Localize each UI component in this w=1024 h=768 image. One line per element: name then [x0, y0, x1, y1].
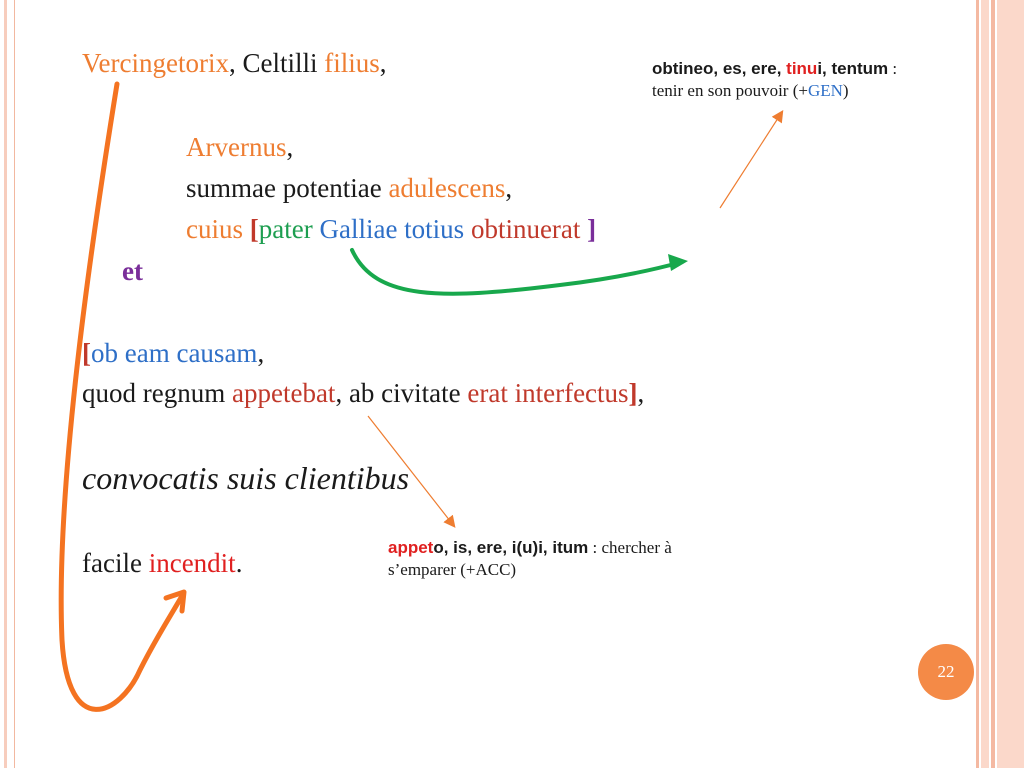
close-bracket: ] [628, 378, 638, 408]
page-number: 22 [937, 662, 955, 681]
text-line-6 [82, 338, 264, 369]
close-bracket: ] [580, 214, 597, 244]
text-fragment: , Celtilli [228, 48, 325, 78]
note-line-2: tenir en son pouvoir (+GEN) [652, 81, 849, 100]
words-erat-interfectus: erat interfectus [467, 378, 629, 408]
text-line-2 [186, 132, 293, 163]
note-line-1: obtineo, es, ere, tinui, tentum : [652, 59, 898, 78]
text-line-5 [122, 256, 143, 287]
obtinuerat-arrow [720, 112, 782, 208]
word-incendit: incendit [148, 548, 236, 578]
word-pater: pater [258, 214, 313, 244]
text-fragment: summae potentiae [186, 173, 389, 203]
word-adulescens: adulescens [388, 173, 506, 203]
page-number-badge [918, 644, 974, 700]
words-galliae-totius: Galliae totius [312, 214, 471, 244]
text-line-3 [186, 173, 512, 204]
word-filius: filius [324, 48, 380, 78]
open-bracket: [ [249, 214, 259, 244]
vocab-note-obtineo [652, 58, 897, 102]
punctuation: , [505, 173, 513, 203]
punctuation: , [286, 132, 294, 162]
ablative-absolute-phrase: convocatis suis clientibus [82, 460, 410, 496]
punctuation: , [637, 378, 645, 408]
open-bracket: [ [82, 338, 91, 368]
text-fragment: quod regnum [82, 378, 232, 408]
word-cuius: cuius [186, 214, 250, 244]
word-arvernus: Arvernus [186, 132, 287, 162]
word-et: et [122, 256, 143, 286]
word-vercingetorix: Vercingetorix [82, 48, 229, 78]
text-line-8 [82, 460, 409, 497]
note-line-1: appeto, is, ere, i(u)i, itum : chercher à [388, 538, 672, 557]
pater-arrow [352, 250, 682, 294]
text-line-1 [82, 48, 386, 79]
note-line-2: s’emparer (+ACC) [388, 560, 517, 579]
word-appetebat: appetebat [231, 378, 336, 408]
punctuation: , [379, 48, 387, 78]
text-fragment: facile [82, 548, 149, 578]
text-line-9 [82, 548, 242, 579]
word-obtinuerat: obtinuerat [470, 214, 581, 244]
words-ob-eam-causam: ob eam causam [91, 338, 258, 368]
text-line-4 [186, 214, 596, 245]
vocab-note-appeto [388, 537, 672, 581]
text-fragment: , ab civitate [335, 378, 468, 408]
punctuation: . [235, 548, 243, 578]
text-line-7 [82, 378, 644, 409]
punctuation: , [257, 338, 265, 368]
